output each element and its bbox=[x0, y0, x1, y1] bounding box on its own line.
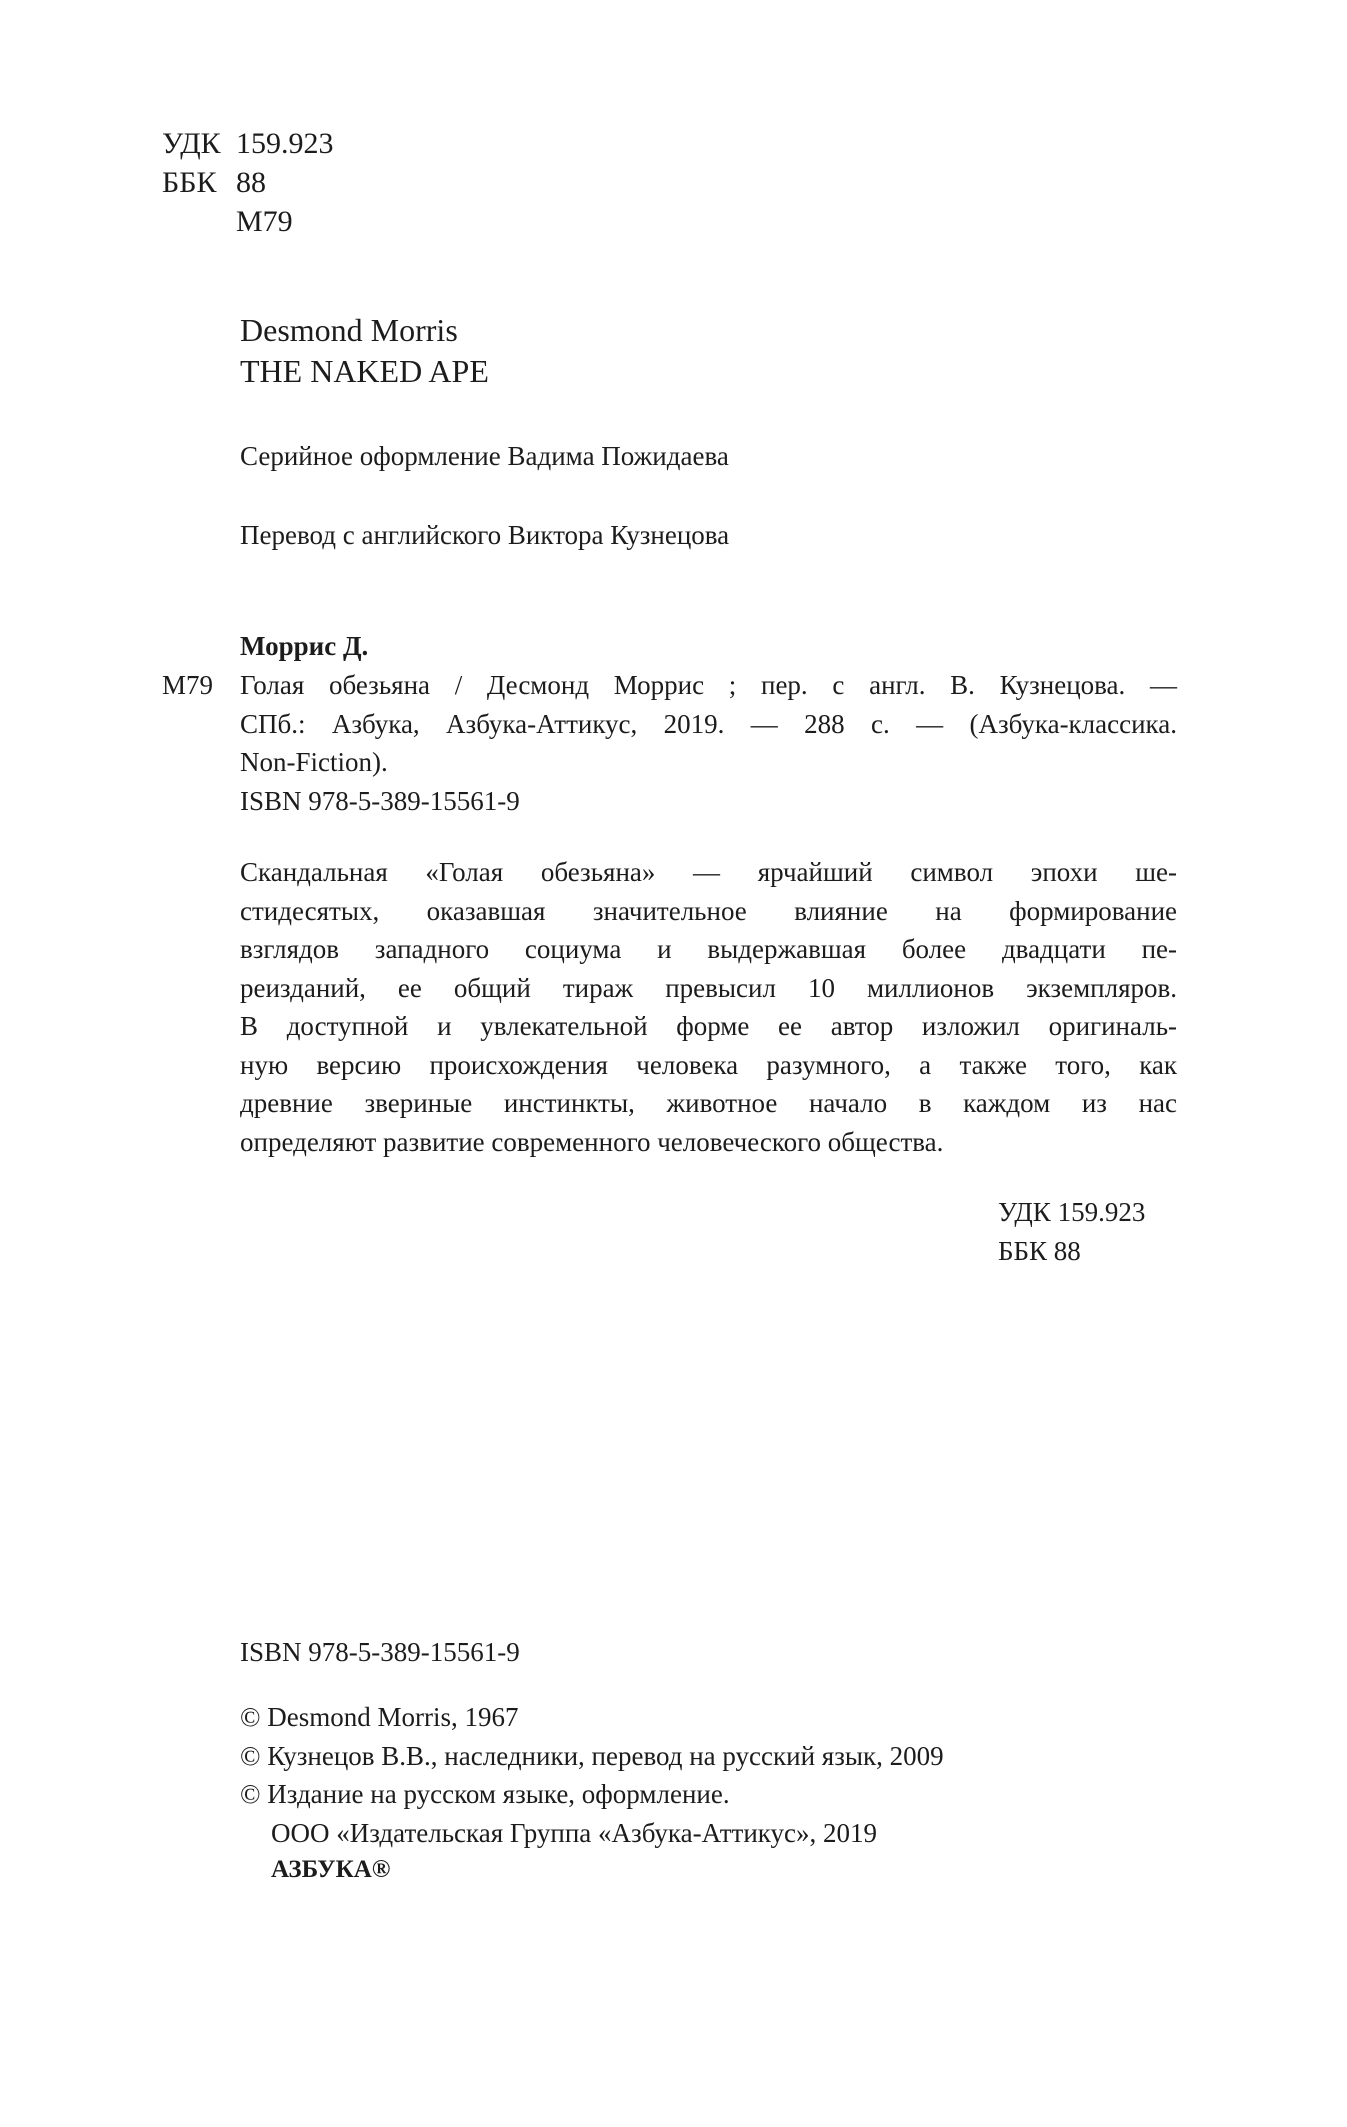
annotation bbox=[240, 853, 1177, 1161]
bbk-label: ББК bbox=[162, 166, 217, 199]
imprint-logo: АЗБУКА® bbox=[271, 1856, 391, 1883]
bbk-code: ББК 88 bbox=[998, 1236, 1081, 1266]
catalog-isbn: ISBN 978-5-389-15561-9 bbox=[240, 786, 520, 816]
publisher-line: ООО «Издательская Группа «Азбука-Аттикус», 2019 bbox=[271, 1818, 878, 1848]
catalog-sign: М79 bbox=[162, 670, 214, 700]
udk-value: 159.923 bbox=[236, 127, 334, 160]
original-author: Desmond Morris bbox=[240, 312, 458, 348]
footer-isbn: ISBN 978-5-389-15561-9 bbox=[240, 1637, 520, 1667]
copyright-line: © Desmond Morris, 1967 bbox=[240, 1702, 519, 1732]
catalog-entry-line: Голая обезьяна / Десмонд Моррис ; пер. с англ. В. Кузнецова. — bbox=[240, 670, 1177, 700]
original-title: THE NAKED APE bbox=[240, 353, 489, 389]
udk-label: УДК bbox=[162, 127, 221, 160]
annotation-line: В доступной и увлекательной форме ее автор изложил оригиналь- bbox=[240, 1011, 1177, 1041]
author-sign: М79 bbox=[236, 205, 293, 238]
bbk-line bbox=[162, 163, 266, 203]
design-credit: Серийное оформление Вадима Пожидаева bbox=[240, 441, 729, 471]
annotation-line: стидесятых, оказавшая значительное влияние на формирование bbox=[240, 895, 1177, 926]
translation-credit: Перевод с английского Виктора Кузнецова bbox=[240, 520, 730, 550]
annotation-line: определяют развитие современного человеческого общества. bbox=[240, 1126, 944, 1157]
copyright-line: © Кузнецов В.В., наследники, перевод на русский язык, 2009 bbox=[240, 1741, 944, 1771]
annotation-line: Скандальная «Голая обезьяна» — ярчайший символ эпохи ше- bbox=[240, 857, 1177, 887]
udk-code: УДК 159.923 bbox=[998, 1197, 1146, 1227]
bbk-value: 88 bbox=[236, 166, 266, 199]
copyright-line: © Издание на русском языке, оформление. bbox=[240, 1779, 730, 1809]
udk-line bbox=[162, 124, 334, 164]
annotation-line: взглядов западного социума и выдержавшая более двадцати пе- bbox=[240, 934, 1177, 964]
catalog-entry bbox=[240, 666, 1177, 782]
annotation-line: древние звериные инстинкты, животное начало в каждом из нас bbox=[240, 1088, 1177, 1118]
catalog-heading: Моррис Д. bbox=[240, 631, 369, 661]
catalog-entry-line: Non-Fiction). bbox=[240, 747, 388, 777]
annotation-line: реизданий, ее общий тираж превысил 10 миллионов экземпляров. bbox=[240, 972, 1177, 1003]
annotation-line: ную версию происхождения человека разумного, а также того, как bbox=[240, 1049, 1177, 1080]
catalog-entry-line: СПб.: Азбука, Азбука-Аттикус, 2019. — 288 с. — (Азбука-классика. bbox=[240, 708, 1177, 739]
